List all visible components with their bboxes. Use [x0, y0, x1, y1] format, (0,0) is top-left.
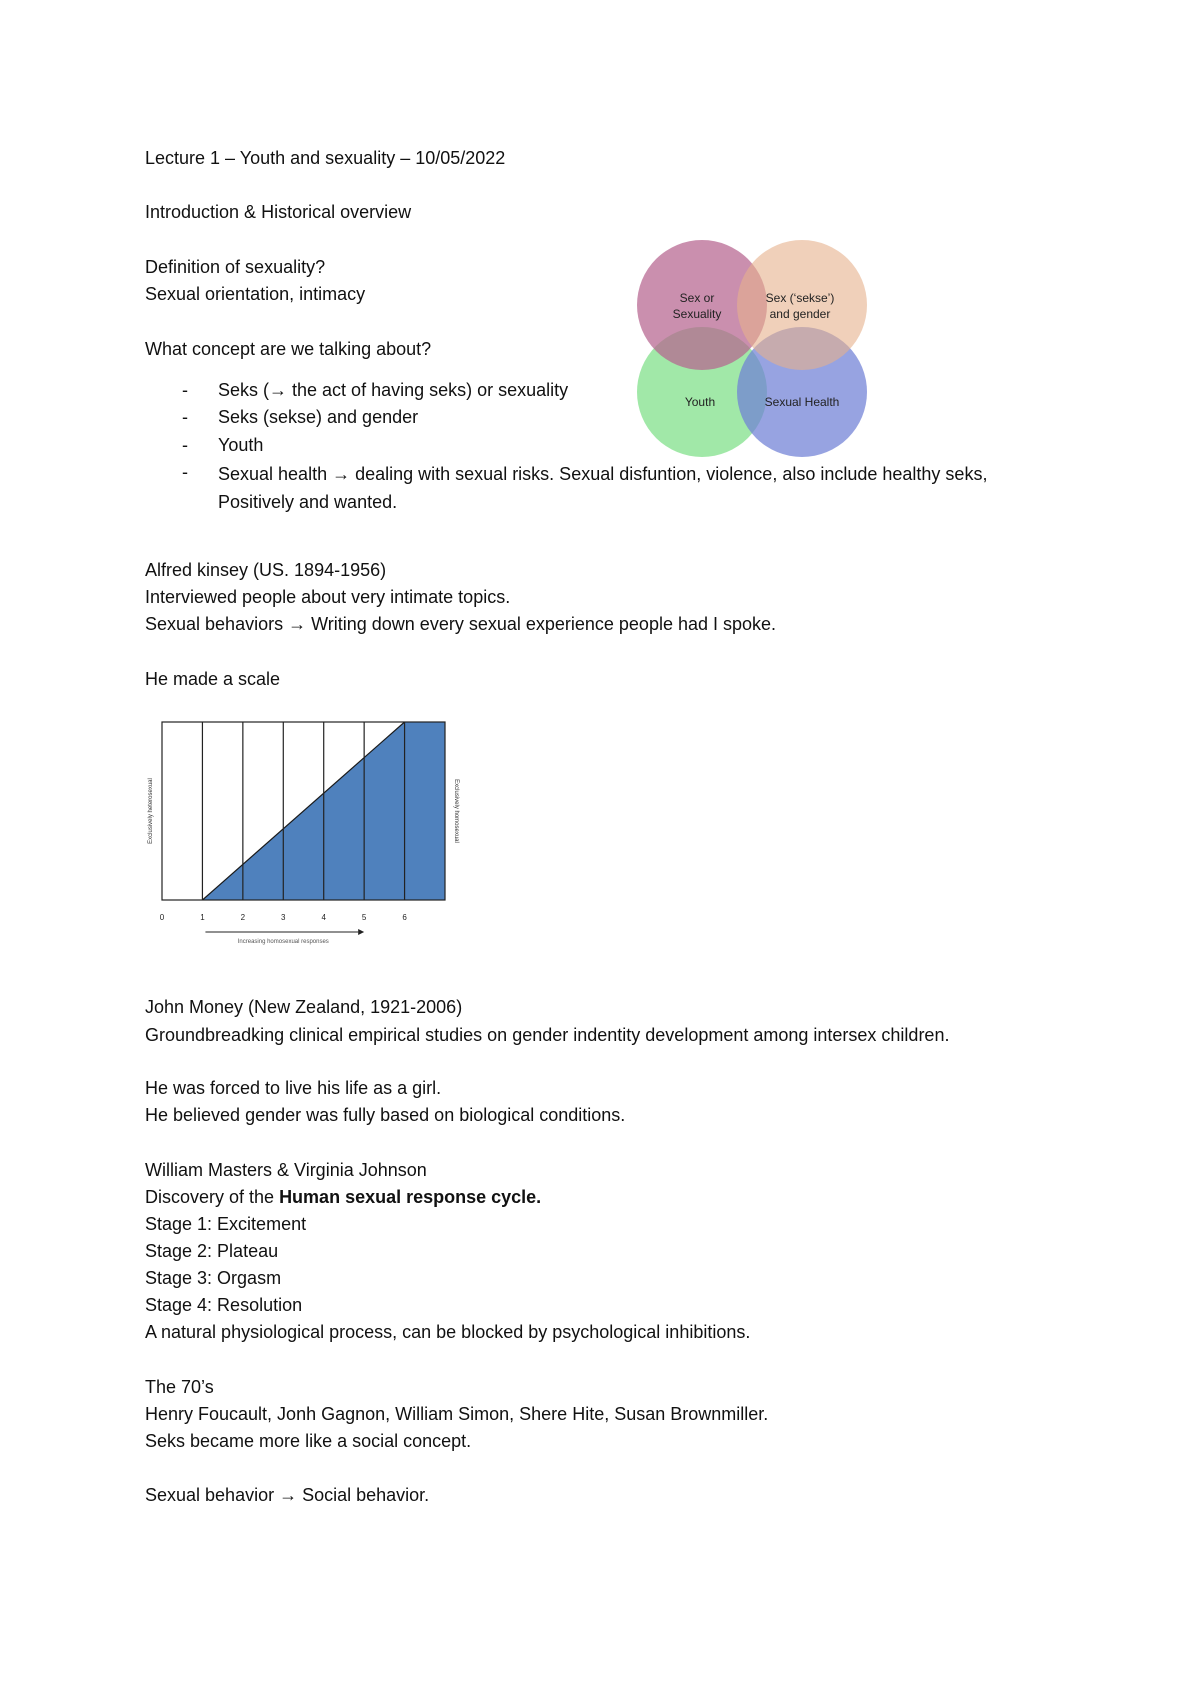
bullet-text: Sexual health [218, 464, 333, 484]
seventies-heading: The 70’s [145, 1377, 214, 1397]
bullet-text: Seks (sekse) and gender [218, 407, 419, 427]
venn-label: Sexual Health [764, 395, 840, 409]
venn-label: and gender [769, 307, 831, 321]
arrow-icon: → [269, 380, 288, 400]
bullet-text: dealing with sexual risks. Sexual disfuntion, violence, also include healthy seks, Positively and wanted. [218, 464, 988, 512]
kinsey-scale-intro: He made a scale [145, 669, 281, 689]
stage-item: Stage 4: Resolution [145, 1295, 303, 1315]
section-heading-intro: Introduction & Historical overview [145, 202, 412, 222]
kinsey-tick-label: 6 [402, 913, 407, 922]
kinsey-line-2-text: Sexual behaviors [145, 614, 289, 634]
masters-summary: A natural physiological process, can be blocked by psychological inhibitions. [145, 1322, 751, 1342]
stage-item: Stage 2: Plateau [145, 1241, 279, 1261]
arrow-icon: → [332, 464, 351, 484]
venn-label: Sex (‘sekse’) [765, 291, 835, 305]
arrow-icon: → [279, 1485, 298, 1505]
seventies-line: Seks became more like a social concept. [145, 1431, 472, 1451]
masters-discovery-bold: Human sexual response cycle. [279, 1187, 542, 1207]
conclusion-text: Sexual behavior [145, 1485, 280, 1505]
conclusion-text: Social behavior. [297, 1485, 430, 1505]
kinsey-line-2-text: Writing down every sexual experience people had I spoke. [306, 614, 777, 634]
bullet-text: the act of having seks) or sexuality [287, 380, 569, 400]
kinsey-axis-arrowhead [358, 929, 364, 935]
venn-label: Sex or [679, 291, 715, 305]
bullet-dash: - [182, 435, 188, 455]
kinsey-name: Alfred kinsey (US. 1894-1956) [145, 560, 387, 580]
bullet-dash: - [182, 407, 188, 427]
conclusion [145, 1483, 429, 1507]
kinsey-scale-chart [140, 710, 460, 945]
masters-discovery-text: Discovery of the [145, 1187, 280, 1207]
kinsey-left-label: Exclusively heterosexual [148, 778, 154, 844]
concept-question: What concept are we talking about? [145, 339, 432, 359]
bullet-text: Seks ( [218, 380, 270, 400]
kinsey-tick-label: 3 [281, 913, 286, 922]
bullet-text: Youth [218, 435, 264, 455]
money-line-1: Groundbreadking clinical empirical studies on gender indentity development among intersex children. [145, 1025, 950, 1045]
venn-label: Sexuality [672, 307, 722, 321]
venn-diagram [625, 240, 875, 470]
stage-item: Stage 1: Excitement [145, 1214, 307, 1234]
venn-label: Youth [684, 395, 716, 409]
masters-name: William Masters & Virginia Johnson [145, 1160, 427, 1180]
bullet-dash: - [182, 462, 188, 482]
stage-item: Stage 3: Orgasm [145, 1268, 282, 1288]
kinsey-line-2 [145, 612, 776, 636]
masters-discovery [145, 1185, 541, 1209]
kinsey-tick-label: 5 [361, 913, 367, 922]
kinsey-xlabel: Increasing homosexual responses [237, 939, 329, 945]
kinsey-tick-label: 4 [321, 913, 326, 922]
money-line-3: He believed gender was fully based on biological conditions. [145, 1105, 626, 1125]
kinsey-tick-label: 0 [159, 913, 165, 922]
bullet-dash: - [182, 380, 188, 400]
page-title: Lecture 1 – Youth and sexuality – 10/05/2022 [145, 148, 506, 168]
arrow-icon: → [288, 614, 307, 634]
venn-circle-sex-gender [737, 240, 867, 370]
money-line-2: He was forced to live his life as a girl. [145, 1078, 442, 1098]
kinsey-tick-label: 1 [200, 913, 205, 922]
seventies-names: Henry Foucault, Jonh Gagnon, William Simon, Shere Hite, Susan Brownmiller. [145, 1404, 769, 1424]
kinsey-right-label: Exclusively homosexual [453, 779, 459, 843]
money-name: John Money (New Zealand, 1921-2006) [145, 997, 463, 1017]
definition-question: Definition of sexuality? [145, 257, 326, 277]
definition-answer: Sexual orientation, intimacy [145, 284, 366, 304]
kinsey-line-1: Interviewed people about very intimate topics. [145, 587, 511, 607]
kinsey-tick-label: 2 [240, 913, 246, 922]
